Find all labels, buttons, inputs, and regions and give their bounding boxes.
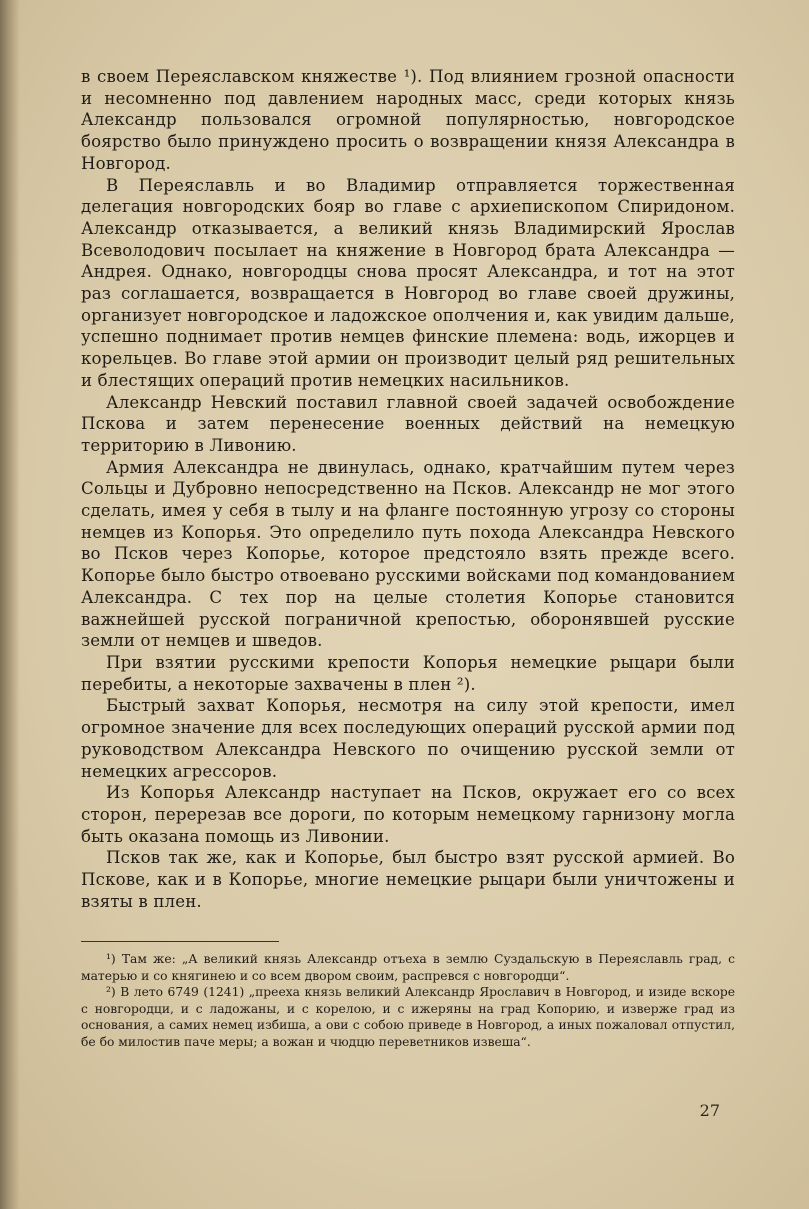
book-spine-shadow [0, 0, 20, 1209]
paragraph: В Переяславль и во Владимир отправляется торжественная делегация новгородских бояр во главе с архиепископом Спиридоном. Александр отказывается, а великий князь Владимирский Ярослав Всеволодович посылает на княжение в Новгород брата Александра — Андрея. Однако, новгородцы снова просят Александра, и тот на этот раз соглашается, возвращается в Новгород во главе своей дружины, организует новгородское и ладожское ополчения и, как увидим дальше, успешно поднимает против немцев финские племена: водь, ижорцев и корельцев. Во главе этой армии он производит целый ряд решительных и блестящих операций против немецких насильников. [81, 175, 735, 390]
footnote-divider [81, 941, 279, 942]
paragraph: Из Копорья Александр наступает на Псков, окружает его со всех сторон, перерезав все дороги, по которым немецкому гарнизону могла быть оказана помощь из Ливонии. [81, 783, 735, 846]
page-number: 27 [699, 1101, 720, 1120]
footnotes [81, 951, 735, 1051]
paragraph: При взятии русскими крепости Копорья немецкие рыцари были перебиты, а некоторые захвачены в плен ²). [81, 652, 735, 694]
paragraph: Псков так же, как и Копорье, был быстро взят русской армией. Во Пскове, как и в Копорье, многие немецкие рыцари были уничтожены и взяты в плен. [81, 848, 735, 911]
paragraph: Александр Невский поставил главной своей задачей освобождение Пскова и затем перенесение военных действий на немецкую территорию в Ливонию. [81, 392, 735, 455]
footnote: ²) В лето 6749 (1241) „прееха князь великий Александр Ярославич в Новгород, и изиде вскоре с новгородци, и с ладожаны, и с корелою, и с ижеряны на град Копорию, и изверже град из основания, а самих немец избиша, а ови с собою приведе в Новгород, а иных пожаловал отпустил, бе бо милостив паче меры; а вожан и чюдцю переветников извеша“. [81, 985, 735, 1049]
paragraph: Быстрый захват Копорья, несмотря на силу этой крепости, имел огромное значение для всех последующих операций русской армии под руководством Александра Невского по очищению русской земли от немецких агрессоров. [81, 696, 735, 781]
main-text [81, 66, 735, 912]
paragraph: Армия Александра не двинулась, однако, кратчайшим путем через Сольцы и Дубровно непосредственно на Псков. Александр не мог этого сделать, имея у себя в тылу и на фланге постоянную угрозу со стороны немцев из Копорья. Это определило путь похода Александра Невского во Псков через Копорье, которое предстояло взять прежде всего. Копорье было быстро отвоевано русскими войсками под командованием Александра. С тех пор на целые столетия Копорье становится важнейшей русской пограничной крепостью, оборонявшей русские земли от немцев и шведов. [81, 457, 735, 651]
footnote: ¹) Там же: „А великий князь Александр отъеха в землю Суздальскую в Переяславль град, с матерью и со княгинею и со всем двором своим, распревся с новгородци“. [81, 952, 735, 983]
paragraph: в своем Переяславском княжестве ¹). Под влиянием грозной опасности и несомненно под давлением народных масс, среди которых князь Александр пользовался огромной популярностью, новгородское боярство было принуждено просить о возвращении князя Александра в Новгород. [81, 67, 735, 173]
